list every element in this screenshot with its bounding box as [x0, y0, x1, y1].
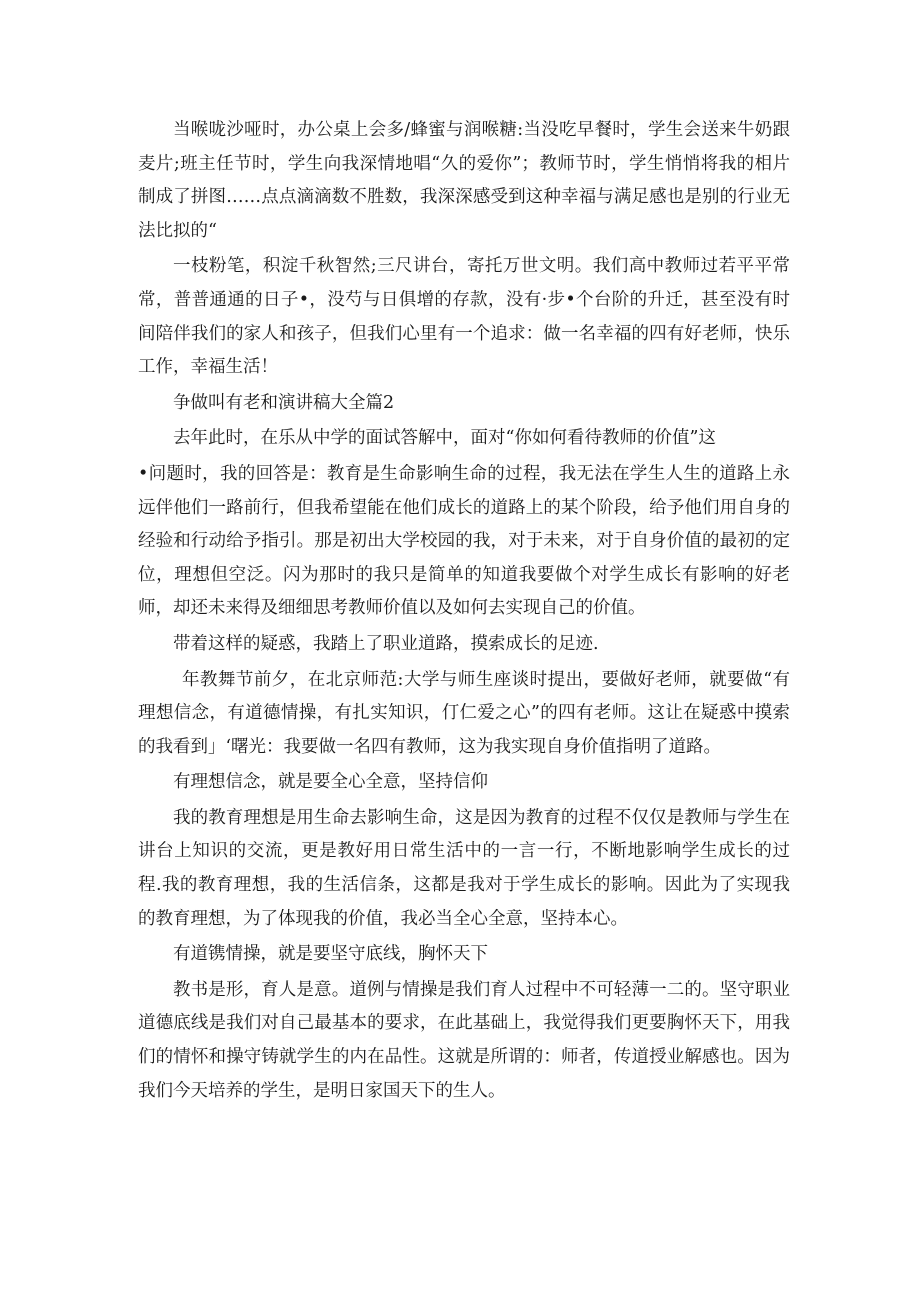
paragraph-2: 一枝粉笔，积淀千秋智然;三尺讲台，寄托万世文明。我们高中教师过若平平常常，普普通通的日子•，没芍与日俱增的存款，没有·步•个台阶的升迁，甚至没有时间陪伴我们的家人和孩子，但我们心里有一个追求：做一名幸福的四有好老师，快乐工作，幸福生活！: [138, 256, 790, 378]
subheading-ethics: 有道镌情操，就是要坚守底线，胸怀天下: [173, 944, 488, 965]
paragraph-3: 去年此时，在乐从中学的面试答解中，面对“你如何看待教师的价值”这: [173, 428, 716, 449]
document-body: [138, 114, 790, 1110]
subheading-ideals: 有理想信念，就是要全心全意，坚持信仰: [173, 772, 488, 793]
section-heading: 争做叫有老和演讲稿大全篇2: [173, 392, 395, 413]
paragraph-7: 我的教育理想是用生命去影响生命，这是因为教育的过程不仅仅是教师与学生在讲台上知识的交流，更是教好用日常生活中的一言一行，不断地影响学生成长的过程.我的教育理想，我的生活信条，这都是我对于学生成长的影响。因此为了实现我的教育理想，为了体现我的价值，我必当全心全意，坚持本心。: [138, 807, 790, 929]
paragraph-6: 年教舞节前夕，在北京师范:大学与师生座谈时提出，要做好老师，就要做“有理想信念，有道德情操，有扎实知识，仃仁爱之心”的四有老师。这让在疑惑中摸索的我看到」‘曙光：我要做一名四有教师，这为我实现自身价值指明了道路。: [138, 669, 790, 757]
paragraph-8: 教书是形，育人是意。道例与情操是我们育人过程中不可轻薄一二的。坚守职业道德底线是我们对自己最基本的要求，在此基础上，我觉得我们更要胸怀天下，用我们的情怀和操守铸就学生的内在品性。这就是所谓的：师者，传道授业解感也。因为我们今天培养的学生，是明日家国天下的生人。: [138, 979, 790, 1101]
paragraph-5: 带着这样的疑惑，我踏上了职业道路，摸索成长的足迹.: [173, 633, 599, 654]
paragraph-1: 当喉咙沙哑时，办公桌上会多/蜂蜜与润喉糖:当没吃早餐时，学生会送来牛奶跟麦片;班主任节时，学生向我深情地唱“久的爱你”；教师节时，学生悄悄将我的相片制成了拼图……点点滴滴数不胜数，我深深感受到这种幸福与满足感也是别的行业无法比拟的“: [138, 120, 790, 241]
paragraph-4: •问题时，我的回答是：教育是生命影响生命的过程，我无法在学生人生的道路上永远伴他们一路前行，但我希望能在他们成长的道路上的某个阶段，给予他们用自身的经验和行动给予指引。那是初出大学校园的我，对于未来，对于自身价值的最初的定位，理想但空泛。闪为那时的我只是简单的知道我要做个对学生成长有影响的好老师，却还未来得及细细思考教师价值以及如何去实现自己的价值。: [138, 463, 790, 619]
